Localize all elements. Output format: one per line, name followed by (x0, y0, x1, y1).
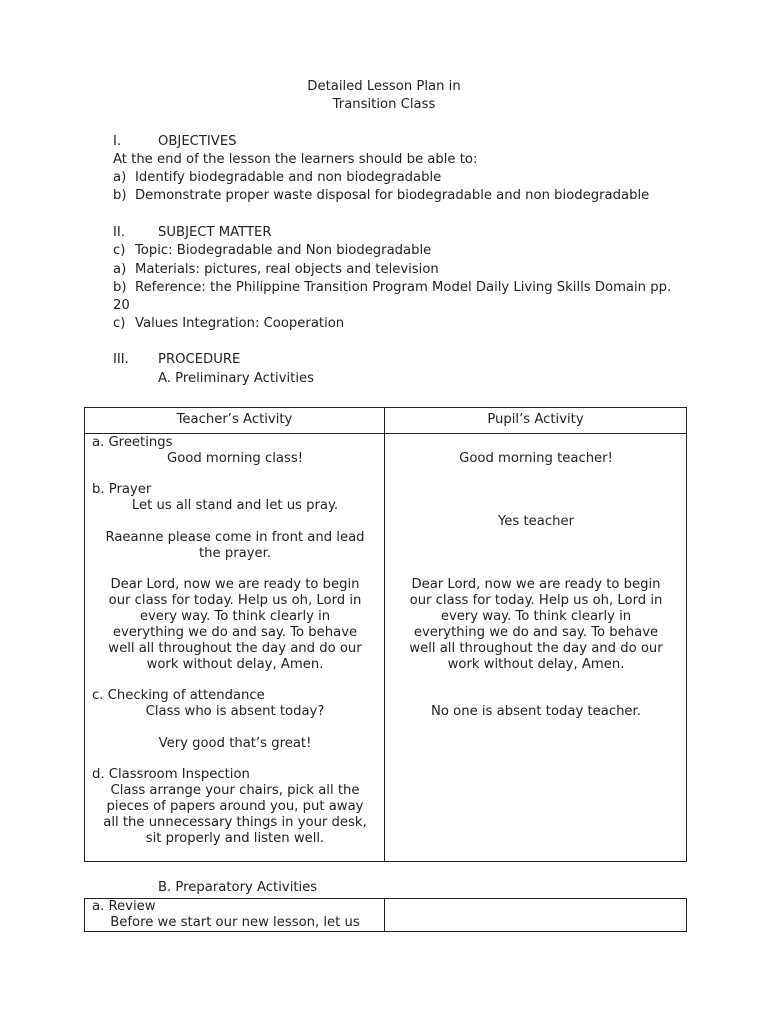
inspection-line: all the unnecessary things in your desk, (103, 815, 367, 830)
attendance-label: c. Checking of attendance (92, 688, 265, 703)
inspection-line: Class arrange your chairs, pick all the (110, 783, 360, 798)
inspection-line: pieces of papers around you, put away (106, 799, 364, 814)
teacher-greeting: Good morning class! (167, 451, 303, 466)
pupil-prayer-line: every way. To think clearly in (440, 609, 632, 624)
pupil-prayer-line: everything we do and say. To behave (413, 625, 659, 640)
teacher-prayer-line: every way. To think clearly in (139, 609, 331, 624)
pupil-activity-cell (385, 434, 687, 862)
subject-matter-numeral: II. (113, 225, 125, 240)
pupil-prayer-line: Dear Lord, now we are ready to begin (411, 577, 661, 592)
review-pupil-cell (385, 899, 687, 932)
preparatory-activities-table (84, 898, 687, 932)
teacher-prayer-request: Raeanne please come in front and lead (105, 530, 365, 545)
page-title: Detailed Lesson Plan in (307, 79, 461, 94)
page-subtitle: Transition Class (332, 97, 436, 112)
subject-item-reference-cont: 20 (113, 298, 130, 313)
prayer-label: b. Prayer (92, 482, 152, 497)
pupil-attendance-response: No one is absent today teacher. (431, 704, 641, 719)
subject-marker: c) (113, 316, 126, 331)
inspection-label: d. Classroom Inspection (92, 767, 250, 782)
objective-marker: a) (113, 170, 127, 185)
teacher-attendance-praise: Very good that’s great! (158, 736, 312, 751)
pupil-prayer-line: our class for today. Help us oh, Lord in (409, 593, 663, 608)
procedure-numeral: III. (113, 352, 129, 367)
subject-item-values: Values Integration: Cooperation (135, 316, 345, 331)
subject-marker: c) (113, 243, 126, 258)
teacher-activity-cell (85, 434, 385, 862)
preliminary-activities-table (84, 407, 687, 862)
teacher-prayer-line: our class for today. Help us oh, Lord in (108, 593, 362, 608)
pupil-prayer-response: Yes teacher (498, 514, 574, 529)
subject-marker: b) (113, 280, 127, 295)
inspection-line: sit properly and listen well. (145, 831, 325, 846)
subject-marker: a) (113, 262, 127, 277)
pupil-prayer-line: well all throughout the day and do our (409, 641, 663, 656)
teacher-activity-header-cell (85, 408, 385, 434)
review-teacher-text: Before we start our new lesson, let us (110, 915, 360, 930)
teacher-prayer-line: Dear Lord, now we are ready to begin (110, 577, 360, 592)
subject-item-reference: Reference: the Philippine Transition Program Model Daily Living Skills Domain pp. (135, 280, 672, 295)
pupil-prayer-line: work without delay, Amen. (447, 657, 625, 672)
review-teacher-cell (85, 899, 385, 932)
objective-item: Identify biodegradable and non biodegradable (135, 170, 442, 185)
teacher-prayer-request-cont: the prayer. (198, 546, 272, 561)
pupil-greeting: Good morning teacher! (459, 451, 613, 466)
objectives-numeral: I. (113, 134, 122, 149)
pupil-activity-header: Pupil’s Activity (487, 412, 584, 427)
subject-item-materials: Materials: pictures, real objects and television (135, 262, 439, 277)
teacher-prayer-line: everything we do and say. To behave (112, 625, 358, 640)
objectives-heading: OBJECTIVES (158, 134, 237, 149)
preparatory-activities-heading: B. Preparatory Activities (158, 880, 318, 895)
subject-matter-heading: SUBJECT MATTER (158, 225, 272, 240)
review-label: a. Review (92, 899, 156, 914)
greetings-label: a. Greetings (92, 435, 173, 450)
teacher-attendance-question: Class who is absent today? (145, 704, 325, 719)
teacher-prayer-line: work without delay, Amen. (146, 657, 324, 672)
teacher-prayer-call: Let us all stand and let us pray. (131, 498, 339, 513)
objectives-intro: At the end of the lesson the learners should be able to: (113, 152, 478, 167)
teacher-prayer-line: well all throughout the day and do our (108, 641, 362, 656)
procedure-heading: PROCEDURE (158, 352, 241, 367)
objective-item: Demonstrate proper waste disposal for biodegradable and non biodegradable (135, 188, 650, 203)
subject-item-topic: Topic: Biodegradable and Non biodegradable (135, 243, 432, 258)
pupil-activity-header-cell (385, 408, 687, 434)
teacher-activity-header: Teacher’s Activity (176, 412, 293, 427)
objective-marker: b) (113, 188, 127, 203)
preliminary-activities-heading: A. Preliminary Activities (158, 371, 314, 386)
